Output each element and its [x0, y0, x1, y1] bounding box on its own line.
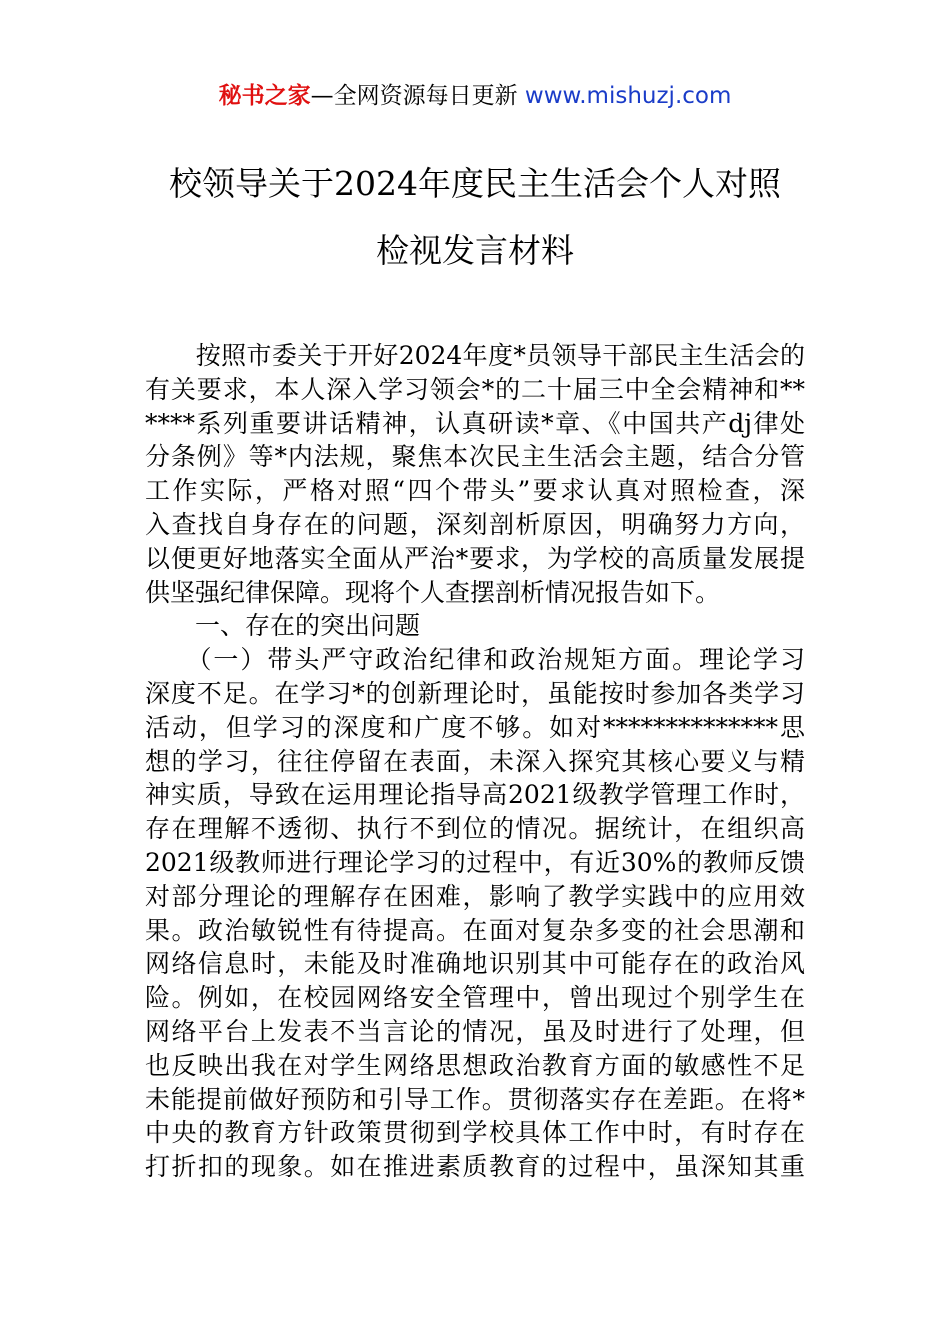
document-title [130, 150, 820, 284]
paragraph-line: 供坚强纪律保障。现将个人查摆剖析情况报告如下。 [145, 577, 721, 607]
paragraph-line: 网络平台上发表不当言论的情况，虽及时进行了处理，但 [145, 1016, 805, 1046]
document-body [145, 339, 805, 1184]
paragraph-line: 中央的教育方针政策贯彻到学校具体工作中时，有时存在 [145, 1118, 805, 1148]
paragraph-line: 未能提前做好预防和引导工作。贯彻落实存在差距。在将* [145, 1084, 805, 1114]
paragraph-line: 工作实际，严格对照“四个带头”要求认真对照检查，深 [145, 476, 805, 506]
paragraph-line: 险。例如，在校园网络安全管理中，曾出现过个别学生在 [145, 983, 805, 1013]
paragraph-line: （一）带头严守政治纪律和政治规矩方面。理论学习 [145, 645, 805, 675]
paragraph-line: 也反映出我在对学生网络思想政治教育方面的敏感性不足 [145, 1050, 805, 1080]
paragraph-line: 分条例》等*内法规，聚焦本次民主生活会主题，结合分管 [145, 442, 805, 472]
paragraph-line: 活动，但学习的深度和广度不够。如对**************思 [145, 712, 805, 742]
site-tagline: —全网资源每日更新 [310, 83, 518, 109]
paragraph-line: 果。政治敏锐性有待提高。在面对复杂多变的社会思潮和 [145, 915, 805, 945]
paragraph-line: 打折扣的现象。如在推进素质教育的过程中，虽深知其重 [145, 1152, 805, 1182]
paragraph-line: 按照市委关于开好2024年度*员领导干部民主生活会的 [145, 341, 805, 370]
paragraph-line: 入查找自身存在的问题，深刻剖析原因，明确努力方向， [145, 509, 805, 539]
paragraph-line: 深度不足。在学习*的创新理论时，虽能按时参加各类学习 [145, 678, 805, 708]
paragraph-line: 以便更好地落实全面从严治*要求，为学校的高质量发展提 [145, 543, 805, 573]
paragraph-line: 神实质，导致在运用理论指导高2021级教学管理工作时， [145, 780, 805, 810]
paragraph-line: 想的学习，往往停留在表面，未深入探究其核心要义与精 [145, 746, 805, 776]
brand-name: 秘书之家 [218, 83, 311, 109]
paragraph-line: ****系列重要讲话精神，认真研读*章、《中国共产dj律处 [145, 408, 805, 438]
paragraph-line: 存在理解不透彻、执行不到位的情况。据统计，在组织高 [145, 814, 805, 844]
section-heading: 一、存在的突出问题 [145, 611, 421, 641]
title-line: 校领导关于2024年度民主生活会个人对照 [169, 164, 781, 203]
site-header [0, 80, 950, 112]
paragraph-line: 有关要求，本人深入学习领会*的二十届三中全会精神和** [145, 374, 805, 404]
paragraph-line: 对部分理论的理解存在困难，影响了教学实践中的应用效 [145, 881, 805, 911]
paragraph-line: 2021级教师进行理论学习的过程中，有近30%的教师反馈 [145, 847, 805, 877]
site-url-link[interactable]: www.mishuzj.com [524, 83, 732, 109]
paragraph-line: 网络信息时，未能及时准确地识别其中可能存在的政治风 [145, 949, 805, 979]
title-line: 检视发言材料 [376, 231, 574, 270]
